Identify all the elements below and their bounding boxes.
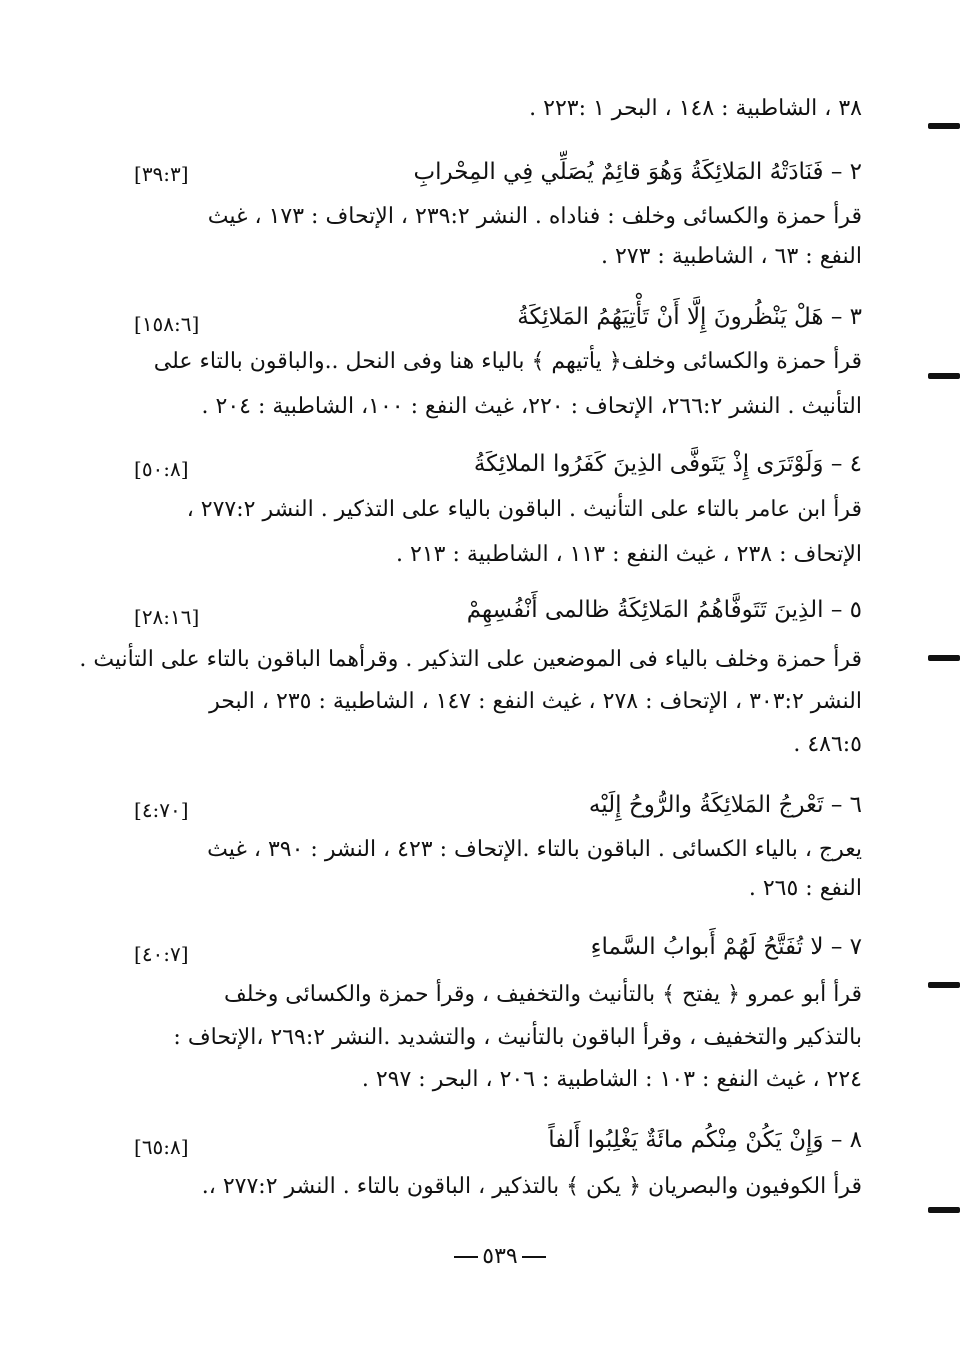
entry-text-line: التأنيث . النشر ٢٦٦:٢، الإتحاف : ٢٢٠، غيث النفع : ١٠٠، الشاطبية : ٢٠٤ .	[201, 394, 862, 419]
top-line: ٣٨ ، الشاطبية : ١٤٨ ، البحر ١ :٢٢٣ .	[529, 96, 862, 121]
entry-heading: ٣ – هَلْ يَنْظُرونَ إِلَّا أَنْ تَأْتِيَهُمُ المَلائِكَةُ	[517, 304, 862, 330]
entry-reference: [١٥٨:٦]	[134, 312, 200, 336]
entry-reference: [٤:٧٠]	[134, 798, 189, 822]
page-number-dash	[522, 1256, 546, 1258]
entry-heading: ٦ – تَعْرجُ المَلائِكَةُ والرُّوحُ إِلَيْه	[588, 792, 862, 818]
entry-text-line: قرأ أبو عمرو ﴿ يفتح ﴾ بالتأنيث والتخفيف ، وقرأ حمزة والكسائى وخلف	[224, 982, 862, 1007]
margin-mark	[928, 1207, 960, 1213]
entry-reference: [٥٠:٨]	[134, 457, 189, 481]
entry-text-line: قرأ حمزة والكسائى وخلف : فناداه . النشر ٢٣٩:٢ ، الإتحاف : ١٧٣ ، غيث	[207, 204, 862, 229]
margin-mark	[928, 373, 960, 379]
entry-text-line: يعرج ، بالياء الكسائى . الباقون بالتاء .الإتحاف : ٤٢٣ ، النشر : ٣٩٠ ، غيث	[207, 837, 862, 862]
entry-text-line: بالتذكير والتخفيف ، وقرأ الباقون بالتأنيث ، والتشديد .النشر ٢٦٩:٢ ،الإتحاف :	[173, 1025, 862, 1050]
entry-heading: ٧ – لا تُفَتَّحُ لَهُمْ أَبوابُ السَّماءِ	[590, 934, 862, 960]
entry-reference: [٣٩:٣]	[134, 162, 189, 186]
entry-text-line: الإتحاف : ٢٣٨ ، غيث النفع : ١١٣ ، الشاطبية : ٢١٣ .	[396, 542, 862, 567]
margin-mark	[928, 655, 960, 661]
entry-reference: [٤٠:٧]	[134, 942, 189, 966]
entry-text-line: النفع : ٦٣ ، الشاطبية : ٢٧٣ .	[600, 244, 862, 269]
entry-text-line: قرأ ابن عامر بالتاء على التأنيث . الباقون بالياء على التذكير . النشر ٢٧٧:٢ ،	[186, 497, 862, 522]
entry-text-line: قرأ الكوفيون والبصريان ﴿ يكن ﴾ بالتذكير ، الباقون بالتاء . النشر ٢٧٧:٢ ،.	[201, 1174, 862, 1199]
entry-reference: [٦٥:٨]	[134, 1135, 189, 1159]
entry-heading: ٥ – الذِينَ تَتَوفَّاهُمُ المَلائِكَةُ ظالمى أَنْفُسِهِمْ	[466, 597, 862, 623]
margin-mark	[928, 123, 960, 129]
entry-text-line: ٤٨٦:٥ .	[793, 732, 862, 757]
entry-text-line: النفع : ٢٦٥ .	[748, 876, 862, 901]
entry-text-line: ٢٢٤ ، غيث النفع : ١٠٣ : الشاطبية : ٢٠٦ ، البحر : ٢٩٧ .	[361, 1067, 862, 1092]
page-number-dash	[454, 1256, 478, 1258]
entry-text-line: النشر ٣٠٣:٢ ، الإتحاف : ٢٧٨ ، غيث النفع : ١٤٧ ، الشاطبية : ٢٣٥ ، البحر	[209, 689, 862, 714]
entry-reference: [٢٨:١٦]	[134, 605, 200, 629]
entry-text-line: قرأ حمزة وخلف بالياء فى الموضعين على التذكير . وقرأهما الباقون بالتاء على التأنيث .	[79, 647, 862, 672]
entry-heading: ٢ – فَنَادَتْهُ المَلائِكَةُ وَهُوَ قائِمٌ يُصَلِّي فِي المِحْرابِ	[413, 159, 862, 185]
entry-text-line: قرأ حمزة والكسائى وخلف﴿ يأتيهم ﴾ بالياء هنا وفى النحل ..والباقون بالتاء على	[153, 349, 862, 374]
page-number	[420, 1240, 580, 1274]
entry-heading: ٨ – وَإِنْ يَكُنْ مِنْكُم مائَةٌ يَغْلِبُوا أَلفاً	[548, 1127, 862, 1153]
entry-heading: ٤ – وَلَوْتَرَى إِذْ يَتَوفَّى الذِينَ كَفَرُوا الملائِكَةُ	[473, 451, 862, 477]
page-number-text: ٥٣٩	[482, 1244, 518, 1269]
margin-mark	[928, 982, 960, 988]
